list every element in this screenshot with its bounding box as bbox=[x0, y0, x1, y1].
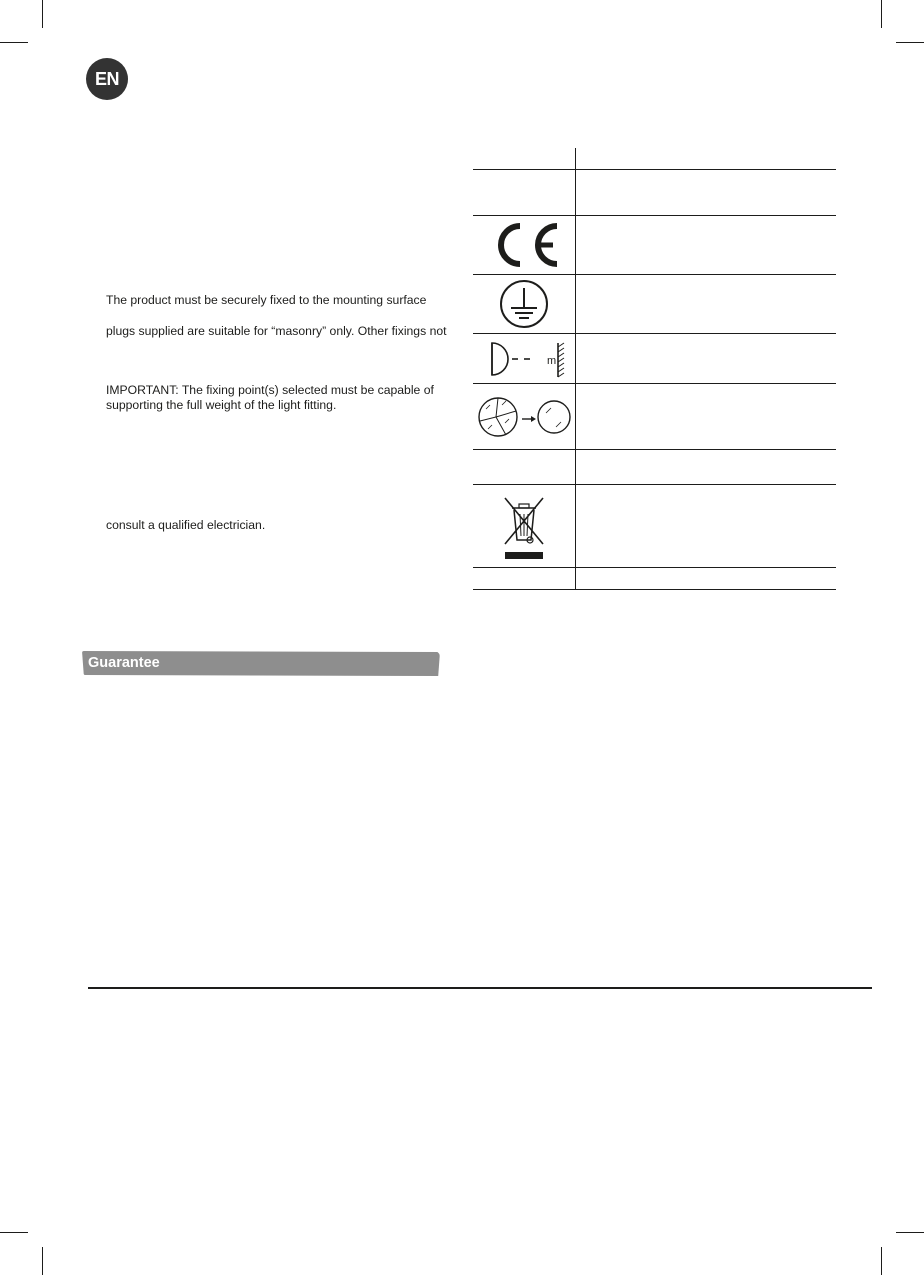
table-row-line bbox=[473, 215, 836, 216]
guarantee-heading: Guarantee bbox=[88, 655, 160, 671]
installation-text-line: consult a qualified electrician. bbox=[106, 518, 266, 532]
symbol-table bbox=[473, 148, 836, 590]
table-row-line bbox=[473, 484, 836, 485]
crop-mark bbox=[0, 1232, 28, 1233]
installation-text-line: The product must be securely fixed to the mounting surface bbox=[106, 293, 427, 307]
crop-mark bbox=[0, 42, 28, 43]
distance-unit-label: m bbox=[547, 354, 557, 367]
table-row-line bbox=[473, 589, 836, 590]
language-badge: EN bbox=[86, 58, 128, 100]
crop-mark bbox=[881, 1247, 882, 1275]
ce-mark-icon bbox=[473, 217, 575, 273]
installation-text-line: plugs supplied are suitable for “masonry” only. Other fixings not bbox=[106, 324, 447, 338]
table-row-line bbox=[473, 383, 836, 384]
footer-divider bbox=[88, 987, 872, 989]
table-row-line bbox=[473, 274, 836, 275]
table-row-line bbox=[473, 333, 836, 334]
crop-mark bbox=[881, 0, 882, 28]
minimum-distance-icon bbox=[473, 335, 575, 382]
table-row-line bbox=[473, 567, 836, 568]
safety-glass-icon bbox=[473, 385, 575, 448]
crop-mark bbox=[42, 1247, 43, 1275]
installation-important-line: supporting the full weight of the light fitting. bbox=[106, 398, 337, 412]
crop-mark bbox=[896, 42, 924, 43]
table-row-line bbox=[473, 169, 836, 170]
table-row-line bbox=[473, 449, 836, 450]
protective-earth-icon bbox=[473, 276, 575, 332]
crop-mark bbox=[896, 1232, 924, 1233]
weee-bin-icon bbox=[473, 486, 575, 566]
installation-important-line: IMPORTANT: The fixing point(s) selected must be capable of bbox=[106, 383, 434, 397]
crop-mark bbox=[42, 0, 43, 28]
